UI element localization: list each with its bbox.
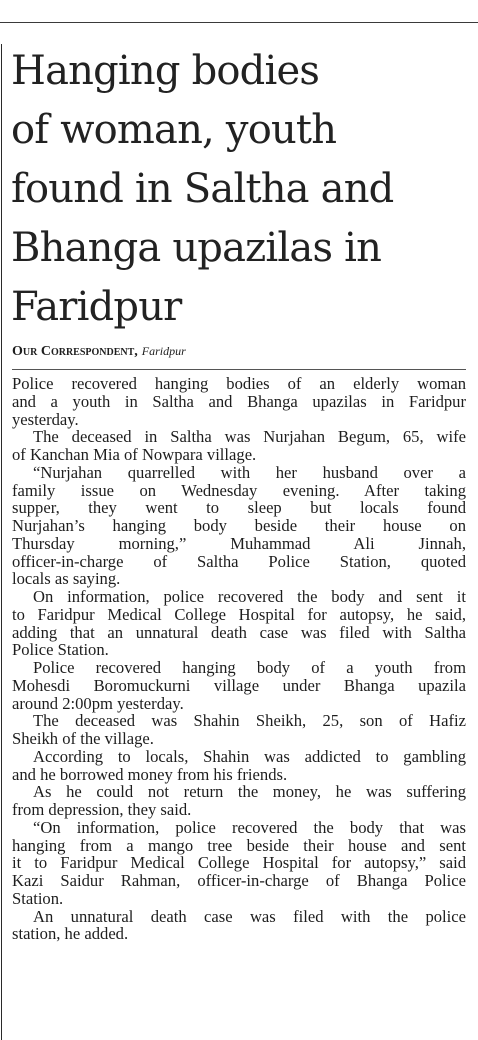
paragraph-line: On information, police recovered the body and sent it [33, 587, 466, 606]
article-paragraph [12, 748, 466, 784]
paragraph-line: The deceased in Saltha was Nurjahan Begum, 65, wife [33, 427, 466, 447]
paragraph-line: adding that an unnatural death case was filed with Saltha [12, 622, 466, 642]
paragraph-line: “On information, police recovered the body that was [33, 817, 466, 837]
paragraph-line: supper, they went to sleep but locals found [12, 498, 466, 518]
headline-line: found in Saltha and [11, 166, 394, 212]
paragraph-line: The deceased was Shahin Sheikh, 25, son of Hafiz [33, 711, 466, 731]
article-paragraph [12, 908, 466, 944]
byline-place: Faridpur [141, 344, 186, 358]
paragraph-line: Police recovered hanging body of a youth from [33, 658, 466, 677]
article-paragraph [12, 819, 466, 908]
paragraph-line: According to locals, Shahin was addicted to gambling [33, 746, 466, 766]
paragraph-line: Nurjahan’s hanging body beside their house on [12, 516, 466, 535]
headline-line: of woman, youth [11, 107, 337, 153]
paragraph-line: Police recovered hanging bodies of an elderly woman [12, 374, 466, 393]
byline [12, 343, 186, 360]
headline-line: Hanging bodies [11, 48, 320, 94]
paragraph-line: As he could not return the money, he was suffering [33, 782, 466, 802]
paragraph-line: around 2:00pm yesterday. [12, 693, 184, 713]
article-paragraph [12, 659, 466, 712]
paragraph-line: of Kanchan Mia of Nowpara village. [12, 445, 257, 464]
byline-author: Our Correspondent, [12, 344, 138, 359]
paragraph-line: Station. [12, 888, 64, 908]
article-paragraph [12, 464, 466, 588]
article-headline [11, 42, 473, 337]
paragraph-line: An unnatural death case was filed with the police [33, 906, 466, 926]
article-body [12, 375, 466, 943]
paragraph-line: yesterday. [12, 409, 79, 429]
column-divider [1, 44, 2, 1040]
article-paragraph [12, 712, 466, 748]
paragraph-line: locals as saying. [12, 569, 121, 589]
article-paragraph [12, 783, 466, 819]
byline-divider [12, 369, 466, 370]
paragraph-line: Thursday morning,” Muhammad Ali Jinnah, [12, 533, 466, 553]
paragraph-line: family issue on Wednesday evening. After taking [12, 480, 466, 500]
paragraph-line: to Faridpur Medical College Hospital for autopsy, he said, [12, 604, 466, 624]
article-paragraph [12, 588, 466, 659]
headline-line: Bhanga upazilas in [11, 225, 382, 271]
paragraph-line: officer-in-charge of Saltha Police Station, quoted [12, 551, 466, 571]
paragraph-line: Mohesdi Boromuckurni village under Bhanga upazila [12, 675, 466, 695]
paragraph-line: hanging from a mango tree beside their house and sent [12, 835, 466, 855]
headline-line: Faridpur [11, 284, 182, 330]
paragraph-line: station, he added. [12, 924, 129, 944]
top-divider [0, 22, 478, 23]
paragraph-line: Sheikh of the village. [12, 729, 154, 748]
paragraph-line: and a youth in Saltha and Bhanga upazilas in Faridpur [12, 391, 466, 411]
paragraph-line: Kazi Saidur Rahman, officer-in-charge of Bhanga Police [12, 871, 466, 890]
article-paragraph [12, 375, 466, 428]
paragraph-line: “Nurjahan quarrelled with her husband over a [33, 462, 466, 482]
paragraph-line: and he borrowed money from his friends. [12, 764, 288, 784]
previous-article-cut-text [150, 0, 470, 2]
paragraph-line: from depression, they said. [12, 800, 192, 819]
article-paragraph [12, 428, 466, 464]
paragraph-line: Police Station. [12, 640, 109, 660]
paragraph-line: it to Faridpur Medical College Hospital for autopsy,” said [12, 853, 466, 873]
